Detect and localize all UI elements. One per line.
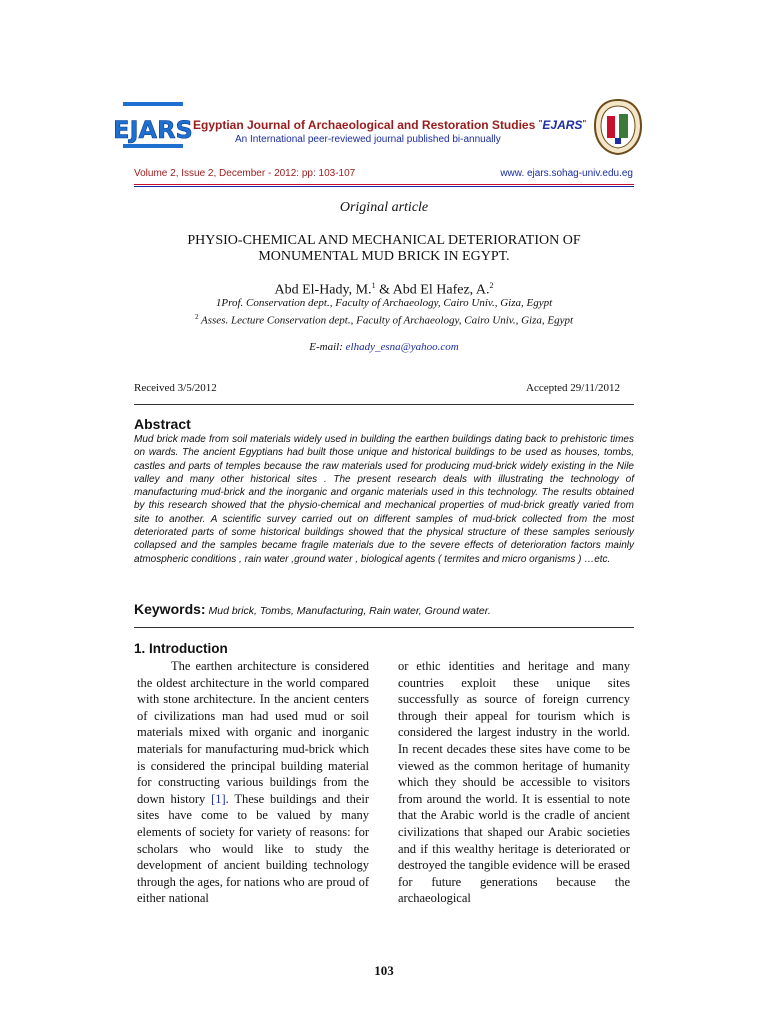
svg-text:EJARS: EJARS (113, 116, 193, 144)
keywords-divider (134, 627, 634, 628)
keywords-text: Mud brick, Tombs, Manufacturing, Rain water, Ground water. (205, 605, 491, 617)
citation-link[interactable]: [1] (211, 791, 226, 806)
volume-info: Volume 2, Issue 2, December - 2012: pp: 103-107 (134, 168, 356, 179)
affiliation-1: 1Prof. Conservation dept., Faculty of Archaeology, Cairo Univ., Giza, Egypt (215, 297, 553, 309)
university-seal-icon (593, 98, 643, 156)
journal-website-link[interactable]: www. ejars.sohag-univ.edu.eg (500, 168, 633, 179)
journal-tagline: An International peer-reviewed journal published bi-annually (235, 134, 501, 145)
volume-line (134, 168, 633, 182)
introduction-column-left: The earthen architecture is considered the oldest architecture in the world compared with stone architecture. In the ancient centers of civilizations man had used mud or soil materials mixed with organic and inorganic materials for manufacturing mud-brick which is considered the principal building material for constructing various buildings from the down history [1]. These buildings and their sites have come to be valued by many elements of society for variety of reasons: for scholars who would like to study the development of ancient building technology through the ages, for nations who are proud of either national (137, 659, 369, 906)
article-title (134, 233, 634, 265)
abstract-heading: Abstract (134, 416, 191, 432)
ejars-logo (113, 100, 193, 150)
section-divider (134, 404, 634, 405)
article-type: Original article (339, 200, 429, 215)
keywords-label: Keywords: (134, 601, 206, 617)
header-divider-secondary (134, 186, 634, 187)
abstract-text: Mud brick made from soil materials widely used in building the earthen buildings dating back to prehistoric times on wards. The ancient Egyptians had built those unique and historical buildings to be used as houses, tombs, castles and parts of temples because the raw materials used for producing mud-brick widely existing in the Nile valley and many other historical sites . The present research deals with illustrating the technology of manufacturing mud-brick and the inorganic and organic materials used in this technology. The results obtained by this research showed that the physio-chemical and mechanical properties of mud-brick greatly varied from site to another. A scientific survey carried out on different samples of mud-brick collected from the most deteriorated parts of some historical buildings showed that the physical structure of these samples seriously collapsed and the samples became fragile materials due to the severe effects of deterioration factors mainly atmospheric conditions , rain water ,ground water , biological agents ( termites and micro organisms ) …etc. (134, 434, 634, 565)
introduction-heading: 1. Introduction (134, 641, 228, 656)
affiliation-2: $^2$ Asses. Lecture Conservation dept., Faculty of Archaeology, Cairo Univ., Giza, Egypt (194, 313, 574, 327)
email-link[interactable]: elhady_esna@yahoo.com (345, 341, 459, 353)
header-divider (134, 184, 634, 185)
title-line-1: PHYSIO-CHEMICAL AND MECHANICAL DETERIORATION OF (187, 233, 581, 248)
received-date: Received 3/5/2012 (134, 382, 217, 394)
introduction-column-right: or ethic identities and heritage and many countries exploit these unique sites successfully as source of foreign currency through their appeal for tourism which is considered the largest industry in the world. In recent decades these sites have come to be viewed as the common heritage of humanity which they should be accessible to visitors from around the world. It is essential to note that the Arabic world is the cradle of ancient civilizations that shaped our Arabic societies and if this wealthy heritage is deteriorated or destroyed the tangible evidence will be erased for future generations because the archaeological (398, 659, 630, 906)
accepted-date: Accepted 29/11/2012 (526, 382, 620, 394)
title-line-2: MONUMENTAL MUD BRICK IN EGYPT. (258, 249, 510, 264)
contact-email: E-mail: elhady_esna@yahoo.com (309, 341, 459, 353)
page-number: 103 (374, 963, 394, 978)
authors: Abd El-Hady, M.$^1$ & Abd El Hafez, A.$^2$ (274, 281, 494, 298)
keywords (134, 601, 634, 619)
journal-title: Egyptian Journal of Archaeological and Restoration Studies "EJARS" (193, 118, 587, 132)
